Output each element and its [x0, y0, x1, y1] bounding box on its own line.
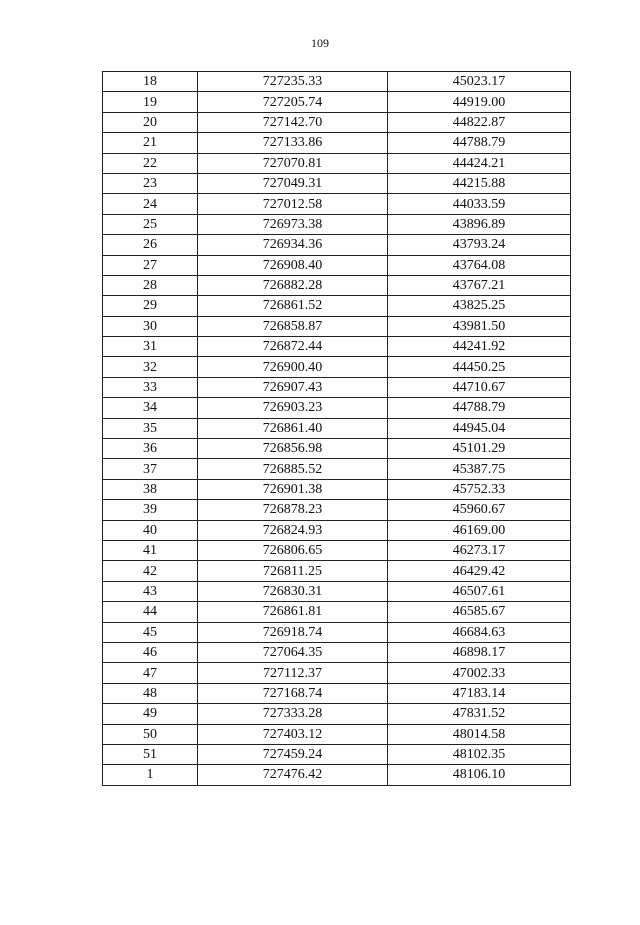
y-coordinate-cell: 46169.00	[388, 520, 571, 540]
x-coordinate-cell: 727049.31	[198, 173, 388, 193]
y-coordinate-cell: 44424.21	[388, 153, 571, 173]
table-row	[103, 337, 571, 357]
point-number-cell: 32	[103, 357, 198, 377]
point-number-cell: 42	[103, 561, 198, 581]
x-coordinate-cell: 726856.98	[198, 439, 388, 459]
point-number-cell: 39	[103, 500, 198, 520]
y-coordinate-cell: 46429.42	[388, 561, 571, 581]
x-coordinate-cell: 726858.87	[198, 316, 388, 336]
x-coordinate-cell: 726861.40	[198, 418, 388, 438]
y-coordinate-cell: 48102.35	[388, 744, 571, 764]
x-coordinate-cell: 727168.74	[198, 683, 388, 703]
y-coordinate-cell: 46898.17	[388, 642, 571, 662]
x-coordinate-cell: 726900.40	[198, 357, 388, 377]
x-coordinate-cell: 727070.81	[198, 153, 388, 173]
point-number-cell: 36	[103, 439, 198, 459]
point-number-cell: 41	[103, 540, 198, 560]
point-number-cell: 23	[103, 173, 198, 193]
point-number-cell: 49	[103, 704, 198, 724]
point-number-cell: 31	[103, 337, 198, 357]
point-number-cell: 29	[103, 296, 198, 316]
point-number-cell: 34	[103, 398, 198, 418]
table-row	[103, 561, 571, 581]
table-row	[103, 92, 571, 112]
point-number-cell: 37	[103, 459, 198, 479]
table-row	[103, 214, 571, 234]
table-row	[103, 235, 571, 255]
table-row	[103, 255, 571, 275]
table-row	[103, 439, 571, 459]
point-number-cell: 45	[103, 622, 198, 642]
point-number-cell: 35	[103, 418, 198, 438]
y-coordinate-cell: 48014.58	[388, 724, 571, 744]
table-row	[103, 418, 571, 438]
x-coordinate-cell: 726973.38	[198, 214, 388, 234]
point-number-cell: 44	[103, 602, 198, 622]
x-coordinate-cell: 727235.33	[198, 72, 388, 92]
point-number-cell: 48	[103, 683, 198, 703]
table-row	[103, 153, 571, 173]
y-coordinate-cell: 46273.17	[388, 540, 571, 560]
x-coordinate-cell: 727142.70	[198, 112, 388, 132]
table-row	[103, 540, 571, 560]
x-coordinate-cell: 726934.36	[198, 235, 388, 255]
table-row	[103, 112, 571, 132]
point-number-cell: 47	[103, 663, 198, 683]
table-row	[103, 398, 571, 418]
y-coordinate-cell: 47002.33	[388, 663, 571, 683]
table-row	[103, 724, 571, 744]
table-row	[103, 194, 571, 214]
y-coordinate-cell: 44945.04	[388, 418, 571, 438]
y-coordinate-cell: 48106.10	[388, 765, 571, 785]
x-coordinate-cell: 726908.40	[198, 255, 388, 275]
x-coordinate-cell: 726903.23	[198, 398, 388, 418]
point-number-cell: 18	[103, 72, 198, 92]
table-row	[103, 133, 571, 153]
y-coordinate-cell: 47831.52	[388, 704, 571, 724]
x-coordinate-cell: 726824.93	[198, 520, 388, 540]
x-coordinate-cell: 727133.86	[198, 133, 388, 153]
point-number-cell: 19	[103, 92, 198, 112]
coordinate-table	[102, 71, 571, 786]
point-number-cell: 26	[103, 235, 198, 255]
point-number-cell: 22	[103, 153, 198, 173]
x-coordinate-cell: 727403.12	[198, 724, 388, 744]
x-coordinate-cell: 727476.42	[198, 765, 388, 785]
table-row	[103, 663, 571, 683]
x-coordinate-cell: 727333.28	[198, 704, 388, 724]
point-number-cell: 28	[103, 275, 198, 295]
table-row	[103, 520, 571, 540]
x-coordinate-cell: 726907.43	[198, 377, 388, 397]
table-row	[103, 500, 571, 520]
y-coordinate-cell: 43981.50	[388, 316, 571, 336]
coordinate-table-body	[103, 72, 571, 786]
y-coordinate-cell: 47183.14	[388, 683, 571, 703]
point-number-cell: 21	[103, 133, 198, 153]
y-coordinate-cell: 44788.79	[388, 133, 571, 153]
y-coordinate-cell: 43896.89	[388, 214, 571, 234]
y-coordinate-cell: 44215.88	[388, 173, 571, 193]
table-row	[103, 357, 571, 377]
table-row	[103, 765, 571, 785]
table-row	[103, 296, 571, 316]
point-number-cell: 1	[103, 765, 198, 785]
x-coordinate-cell: 726811.25	[198, 561, 388, 581]
y-coordinate-cell: 43825.25	[388, 296, 571, 316]
y-coordinate-cell: 44450.25	[388, 357, 571, 377]
table-row	[103, 581, 571, 601]
table-row	[103, 744, 571, 764]
x-coordinate-cell: 727112.37	[198, 663, 388, 683]
table-row	[103, 642, 571, 662]
x-coordinate-cell: 727012.58	[198, 194, 388, 214]
table-row	[103, 72, 571, 92]
y-coordinate-cell: 44822.87	[388, 112, 571, 132]
table-row	[103, 479, 571, 499]
y-coordinate-cell: 46684.63	[388, 622, 571, 642]
y-coordinate-cell: 44241.92	[388, 337, 571, 357]
x-coordinate-cell: 727459.24	[198, 744, 388, 764]
point-number-cell: 50	[103, 724, 198, 744]
x-coordinate-cell: 726806.65	[198, 540, 388, 560]
y-coordinate-cell: 45960.67	[388, 500, 571, 520]
y-coordinate-cell: 43767.21	[388, 275, 571, 295]
point-number-cell: 25	[103, 214, 198, 234]
y-coordinate-cell: 44710.67	[388, 377, 571, 397]
x-coordinate-cell: 726885.52	[198, 459, 388, 479]
x-coordinate-cell: 726878.23	[198, 500, 388, 520]
table-row	[103, 377, 571, 397]
x-coordinate-cell: 726872.44	[198, 337, 388, 357]
x-coordinate-cell: 726830.31	[198, 581, 388, 601]
x-coordinate-cell: 726901.38	[198, 479, 388, 499]
point-number-cell: 24	[103, 194, 198, 214]
point-number-cell: 46	[103, 642, 198, 662]
table-row	[103, 704, 571, 724]
point-number-cell: 38	[103, 479, 198, 499]
point-number-cell: 27	[103, 255, 198, 275]
y-coordinate-cell: 45752.33	[388, 479, 571, 499]
table-row	[103, 459, 571, 479]
y-coordinate-cell: 44033.59	[388, 194, 571, 214]
x-coordinate-cell: 726918.74	[198, 622, 388, 642]
y-coordinate-cell: 44788.79	[388, 398, 571, 418]
y-coordinate-cell: 45101.29	[388, 439, 571, 459]
page-number: 109	[311, 36, 329, 50]
y-coordinate-cell: 45023.17	[388, 72, 571, 92]
x-coordinate-cell: 726861.81	[198, 602, 388, 622]
table-row	[103, 683, 571, 703]
x-coordinate-cell: 726882.28	[198, 275, 388, 295]
point-number-cell: 33	[103, 377, 198, 397]
table-row	[103, 275, 571, 295]
table-row	[103, 602, 571, 622]
y-coordinate-cell: 43764.08	[388, 255, 571, 275]
point-number-cell: 51	[103, 744, 198, 764]
y-coordinate-cell: 46585.67	[388, 602, 571, 622]
x-coordinate-cell: 727205.74	[198, 92, 388, 112]
y-coordinate-cell: 44919.00	[388, 92, 571, 112]
x-coordinate-cell: 727064.35	[198, 642, 388, 662]
x-coordinate-cell: 726861.52	[198, 296, 388, 316]
table-row	[103, 173, 571, 193]
point-number-cell: 30	[103, 316, 198, 336]
point-number-cell: 43	[103, 581, 198, 601]
point-number-cell: 20	[103, 112, 198, 132]
y-coordinate-cell: 45387.75	[388, 459, 571, 479]
table-row	[103, 622, 571, 642]
y-coordinate-cell: 46507.61	[388, 581, 571, 601]
y-coordinate-cell: 43793.24	[388, 235, 571, 255]
table-row	[103, 316, 571, 336]
point-number-cell: 40	[103, 520, 198, 540]
